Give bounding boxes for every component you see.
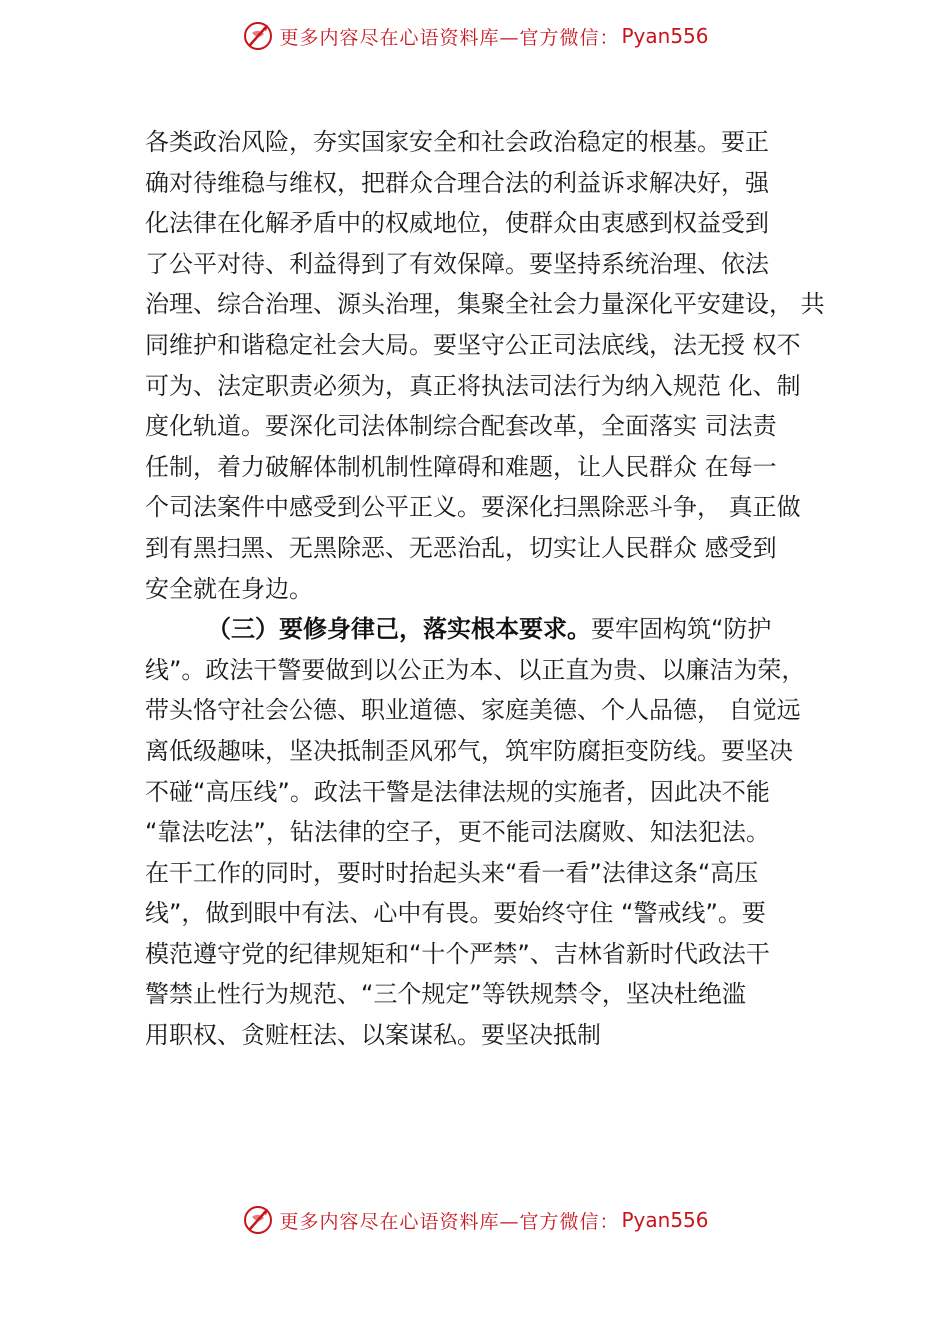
watermark-wechat-id: Pyan556 [621,1208,709,1232]
text-line: 离低级趣味，坚决抵制歪风邪气，筑牢防腐拒变防线。要坚决 [145,736,793,765]
text-line: 警禁止性行为规范、“三个规定”等铁规禁令，坚决杜绝滥 [145,980,746,1009]
text-line: “靠法吃法”，钻法律的空子，更不能司法腐败、知法犯法。 [145,818,770,847]
text-line: 化法律在化解矛盾中的权威地位，使群众由衷感到权益受到 [145,209,769,238]
logo-icon [241,1203,275,1237]
text-line: 安全就在身边。 [145,574,313,603]
header-watermark [0,16,950,56]
text-line: 任制，着力破解体制机制性障碍和难题，让人民群众 在每一 [145,452,777,481]
text-line: 在干工作的同时，要时时抬起头来“看一看”法律这条“高压 [145,858,759,887]
text-line: 治理、综合治理、源头治理，集聚全社会力量深化平安建设， 共 [145,290,825,319]
watermark-text: 更多内容尽在心语资料库—官方微信： [279,1210,620,1233]
watermark-wechat-id: Pyan556 [621,24,709,48]
text-line: 模范遵守党的纪律规矩和“十个严禁”、吉林省新时代政法干 [145,939,770,968]
watermark-text: 更多内容尽在心语资料库—官方微信： [279,26,620,49]
text-line-rest: 要牢固构筑“防护 [591,615,772,644]
text-line: 确对待维稳与维权，把群众合理合法的利益诉求解决好，强 [145,168,769,197]
text-line: 度化轨道。要深化司法体制综合配套改革，全面落实 司法责 [145,412,777,441]
section-heading: （三）要修身律己，落实根本要求。 [207,615,591,644]
document-body [145,122,835,1056]
text-line: 到有黑扫黑、无黑除恶、无恶治乱，切实让人民群众 感受到 [145,533,777,562]
paragraph-1 [145,122,835,609]
text-line: 可为、法定职责必须为，真正将执法司法行为纳入规范 化、制 [145,371,801,400]
text-line: 个司法案件中感受到公平正义。要深化扫黑除恶斗争， 真正做 [145,493,801,522]
paragraph-2 [145,609,835,1056]
text-line: 线”。政法干警要做到以公正为本、以正直为贵、以廉洁为荣， [145,655,806,684]
footer-watermark [0,1200,950,1240]
section-heading-line [145,609,835,650]
text-line: 同维护和谐稳定社会大局。要坚守公正司法底线，法无授 权不 [145,330,801,359]
text-line: 各类政治风险，夯实国家安全和社会政治稳定的根基。要正 [145,128,769,156]
logo-icon [241,19,275,53]
text-line: 不碰“高压线”。政法干警是法律法规的实施者，因此决不能 [145,777,770,806]
text-line: 带头恪守社会公德、职业道德、家庭美德、个人品德， 自觉远 [145,696,801,725]
text-line: 了公平对待、利益得到了有效保障。要坚持系统治理、依法 [145,249,769,278]
text-line: 用职权、贪赃枉法、以案谋私。要坚决抵制 [145,1021,601,1050]
text-line: 线”，做到眼中有法、心中有畏。要始终守住 “警戒线”。要 [145,899,766,928]
